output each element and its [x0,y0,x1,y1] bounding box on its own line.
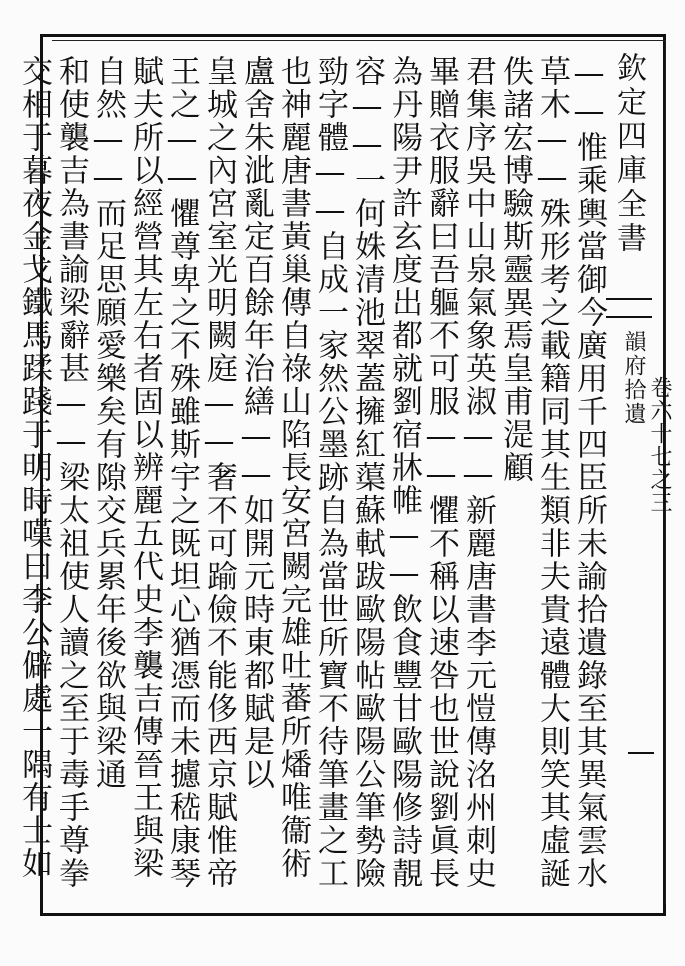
volume-label: 卷六十七之三 [647,376,672,514]
text-column: 交相于暮夜金戈鐵馬蹂踐于明時嘆曰李公僻處一隅有士如 [16,55,52,880]
text-column: 佚諸宏博驗斯靈異焉皇甫湜顧 [497,55,533,484]
fish-tail-mark [606,298,652,318]
text-column: 君集序吳中山泉氣象英淑——新麗唐書李元愷傳洺州刺史 [460,55,496,890]
text-column: ——惟乘輿當御今廣用千四臣所未諭拾遺錄至其異氣雲水 [571,55,607,890]
text-column: 也神麗唐書黃巢傳自祿山陷長安宮闕完雄吐蕃所燔唯衞術 [275,55,311,880]
margin-rule [628,752,654,754]
book-title: 欽定四庫全書 [611,52,646,256]
text-column: 王之——懼尊卑之不殊雖斯宇之既坦心猶憑而未攄嵇康琴 [164,55,200,890]
text-column: 賦夫所以經營其左右者固以辨麗五代史李襲吉傳晉王與梁 [127,55,163,880]
text-column: 容——一何姝清池翠蓋擁紅蕖蘇軾跋歐陽帖歐陽公筆勢險 [349,55,385,890]
text-column: 盧舍朱泚亂定百餘年治繕——如開元時東都賦是以 [238,55,274,791]
text-column: 皇城之內宮室光明闕庭——奢不可踰儉不能侈西京賦惟帝 [201,55,237,890]
text-column: 畢贈衣服辭曰吾軀不可服——懼不稱以速咎也世說劉眞長 [423,55,459,890]
text-column: 和使襲吉為書諭梁辭甚——梁太祖使人讀之至于毒手尊拳 [53,55,89,890]
book-subtitle: 韻府拾遺 [621,330,646,426]
text-column: 勁字體——自成一家然公墨跡自為當世所寶不待筆畫之工 [312,55,348,890]
text-column: 草木——殊形考之載籍同其生類非夫貴遠體大則笑其虛誕 [534,55,570,890]
text-column: 自然——而足思願愛樂矣有隙交兵累年後欲與梁通 [90,55,126,791]
text-column: 為丹陽尹許玄度出都就劉宿牀帷——飲食豐甘歐陽修詩靚 [386,55,422,890]
